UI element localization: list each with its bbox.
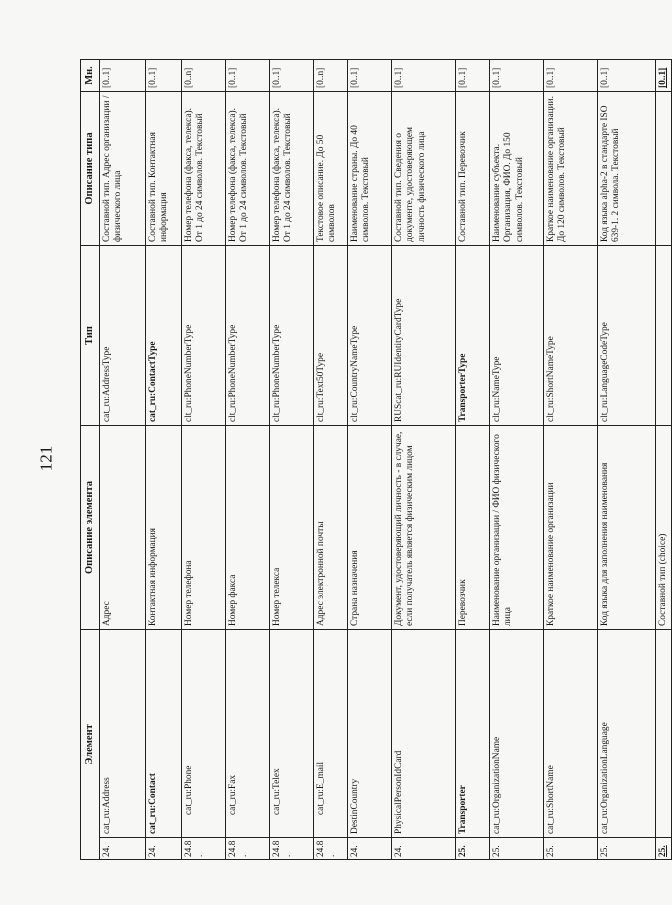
type-description: Код языка alpha-2 в стандарте ISO 639-1. 2 символа. Текстовый: [598, 92, 656, 246]
table-row: [146, 60, 182, 860]
multiplicity: [0..1]: [226, 60, 270, 92]
element-description: Составной тип (choice): [656, 426, 672, 630]
element-name: cat_ru:OrganizationName: [490, 630, 544, 838]
type-name: cat_ru:AddressType: [100, 246, 146, 426]
multiplicity: [0..1]: [456, 60, 490, 92]
type-description: Краткое наименование организации. До 120 символов. Текстовый: [544, 92, 598, 246]
element-description: Краткое наименование организации: [544, 426, 598, 630]
table-row: [100, 60, 146, 860]
row-number: 24.8.: [226, 838, 270, 860]
table-row: [226, 60, 270, 860]
type-description: Наименование страны. До 40 символов. Текстовый: [348, 92, 392, 246]
type-description: Составной тип. Адрес организации / физического лица: [100, 92, 146, 246]
multiplicity: [0..1]: [544, 60, 598, 92]
type-name: clt_ru:PhoneNumberType: [182, 246, 226, 426]
type-description: Номер телефона (факса, телекса). От 1 до 24 символов. Текстовый: [182, 92, 226, 246]
rotated-table-wrapper: [80, 60, 669, 860]
table-row: [656, 60, 672, 860]
multiplicity: [0..1]: [146, 60, 182, 92]
row-number: 24.: [348, 838, 392, 860]
multiplicity: [0..n]: [182, 60, 226, 92]
header-type-description: Описание типа: [81, 92, 100, 246]
row-number: 25.: [490, 838, 544, 860]
element-name: cat_ru:Fax: [226, 630, 270, 838]
type-name: clt_ru:NameType: [490, 246, 544, 426]
type-name: TransporterType: [456, 246, 490, 426]
type-name: [656, 246, 672, 426]
element-name: Transporter: [456, 630, 490, 838]
element-description: Код языка для заполнения наименования: [598, 426, 656, 630]
element-name: PhysicalPersonIdCard: [392, 630, 456, 838]
multiplicity: [0..1]: [656, 60, 672, 92]
header-multiplicity: Мн.: [81, 60, 100, 92]
element-description: Адрес электронной почты: [314, 426, 348, 630]
multiplicity: [0..1]: [392, 60, 456, 92]
element-description: Перевозчик: [456, 426, 490, 630]
element-name: cat_ru:Address: [100, 630, 146, 838]
element-description: Контактная информация: [146, 426, 182, 630]
row-number: 24.: [100, 838, 146, 860]
table-row: [456, 60, 490, 860]
multiplicity: [0..1]: [270, 60, 314, 92]
element-description: Номер телекса: [270, 426, 314, 630]
element-name: cat_ru:E_mail: [314, 630, 348, 838]
type-name: RUScat_ru:RUIdentityCardType: [392, 246, 456, 426]
type-description: Текстовое описание. До 50 символов: [314, 92, 348, 246]
header-element: Элемент: [81, 630, 100, 860]
element-description: Адрес: [100, 426, 146, 630]
element-name: cat_ru:Telex: [270, 630, 314, 838]
table-row: [314, 60, 348, 860]
type-description: [656, 92, 672, 246]
schema-table: [80, 59, 672, 860]
row-number: 24.: [392, 838, 456, 860]
element-name: DestinCountry: [348, 630, 392, 838]
multiplicity: [0..1]: [598, 60, 656, 92]
element-description: Документ, удостоверяющий личность - в случае, если получатель является физическим лицом: [392, 426, 456, 630]
multiplicity: [0..1]: [490, 60, 544, 92]
row-number: 25.: [656, 838, 672, 860]
type-description: Наименование субъекта. Организация, ФИО. До 150 символов. Текстовый: [490, 92, 544, 246]
element-description: Номер факса: [226, 426, 270, 630]
page-number: 121: [36, 445, 56, 472]
element-name: cat_ru:Contact: [146, 630, 182, 838]
header-element-description: Описание элемента: [81, 426, 100, 630]
type-name: cat_ru:ContactType: [146, 246, 182, 426]
element-name: cat_ru:Phone: [182, 630, 226, 838]
row-number: 25.: [544, 838, 598, 860]
row-number: 24.8.: [314, 838, 348, 860]
multiplicity: [0..1]: [348, 60, 392, 92]
type-name: clt_ru:PhoneNumberType: [270, 246, 314, 426]
row-number: 24.8.: [182, 838, 226, 860]
type-name: clt_ru:CountryNameType: [348, 246, 392, 426]
element-description: Наименование организации / ФИО физического лица: [490, 426, 544, 630]
element-name: cat_ru:ShortName: [544, 630, 598, 838]
table-row: [392, 60, 456, 860]
type-name: clt_ru:Text50Type: [314, 246, 348, 426]
element-name: cat_ru:OrganizationLanguage: [598, 630, 656, 838]
header-type: Тип: [81, 246, 100, 426]
row-number: 25.: [598, 838, 656, 860]
table-row: [544, 60, 598, 860]
type-name: clt_ru:ShortNameType: [544, 246, 598, 426]
row-number: 24.: [146, 838, 182, 860]
table-row: [490, 60, 544, 860]
element-name: [656, 630, 672, 838]
table-row: [348, 60, 392, 860]
table-row: [598, 60, 656, 860]
element-description: Номер телефона: [182, 426, 226, 630]
type-name: clt_ru:PhoneNumberType: [226, 246, 270, 426]
header-row: [81, 60, 100, 860]
multiplicity: [0..1]: [100, 60, 146, 92]
type-description: Номер телефона (факса, телекса). От 1 до 24 символов. Текстовый: [270, 92, 314, 246]
type-name: clt_ru:LanguageCodeType: [598, 246, 656, 426]
type-description: Составной тип. Контактная информация: [146, 92, 182, 246]
table-body: [100, 60, 672, 860]
table-row: [270, 60, 314, 860]
type-description: Составной тип. Перевозчик: [456, 92, 490, 246]
type-description: Составной тип. Сведения о документе, удостоверяющем личность физического лица: [392, 92, 456, 246]
type-description: Номер телефона (факса, телекса). От 1 до 24 символов. Текстовый: [226, 92, 270, 246]
row-number: 25.: [456, 838, 490, 860]
row-number: 24.8.: [270, 838, 314, 860]
element-description: Страна назначения: [348, 426, 392, 630]
table-row: [182, 60, 226, 860]
multiplicity: [0..n]: [314, 60, 348, 92]
